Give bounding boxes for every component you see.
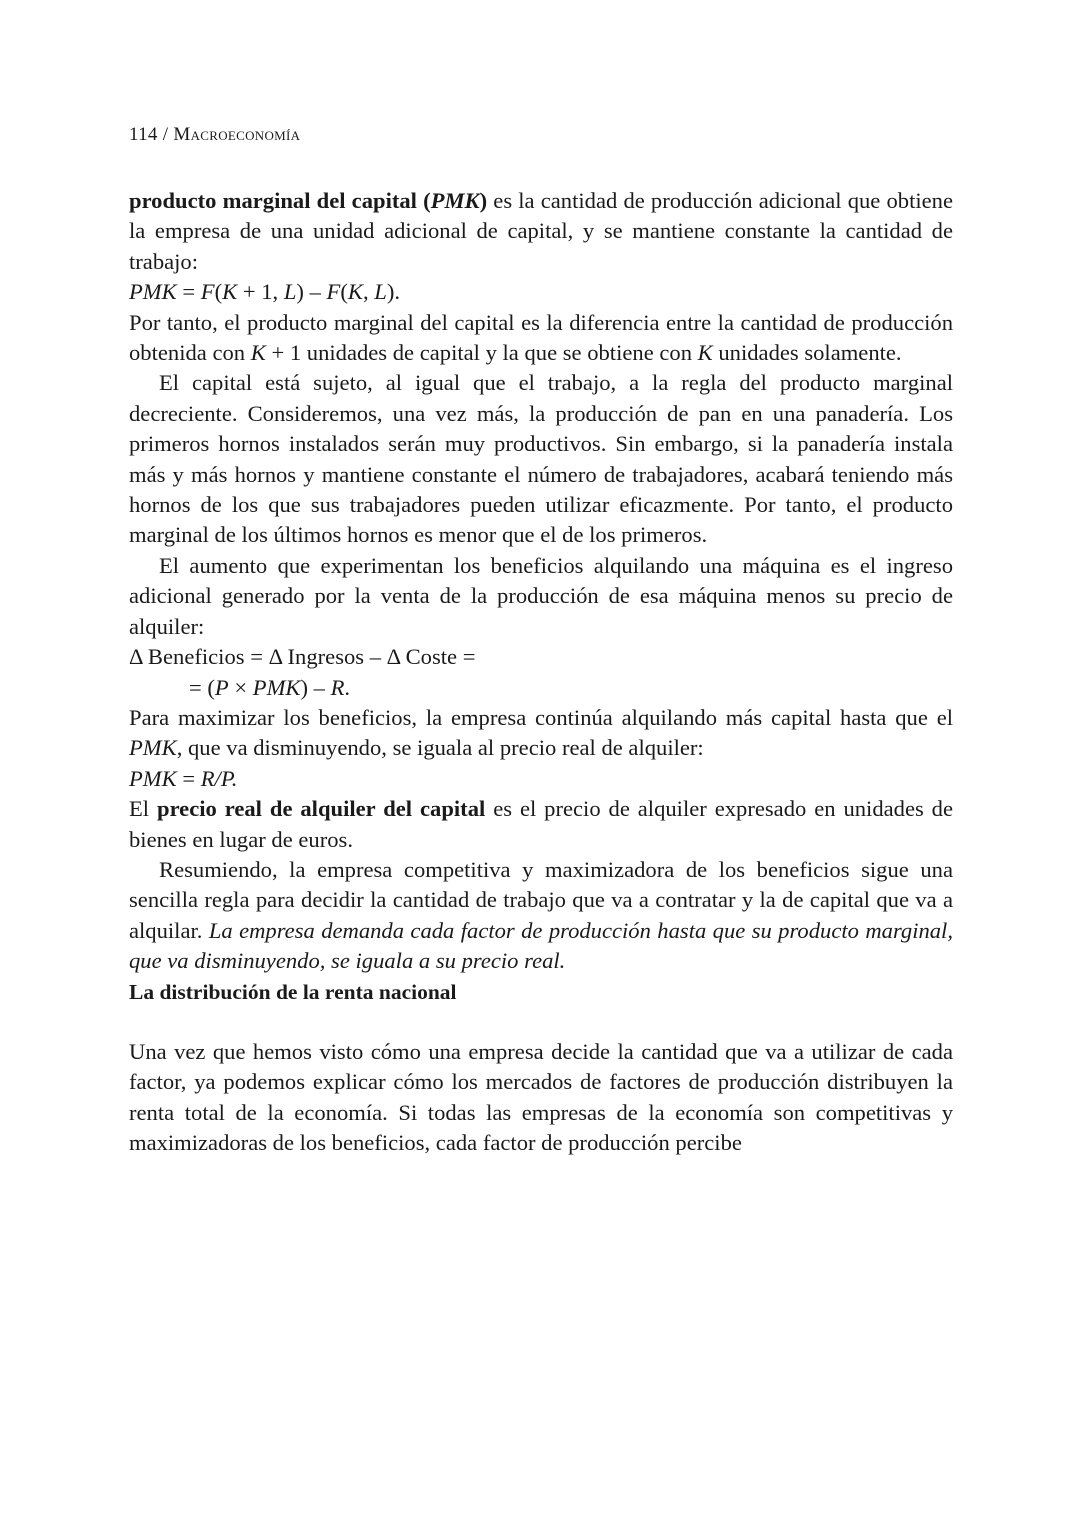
paragraph-pmk-difference: Por tanto, el producto marginal del capital es la diferencia entre la cantidad de producción obtenida con K + 1 unidades de capital y la que se obtiene con K unidades solamente. (129, 309, 953, 366)
page-number: 114 (129, 124, 158, 145)
paragraph-income-distribution: Una vez que hemos visto cómo una empresa decide la cantidad que va a utilizar de cada factor, ya podemos explicar cómo los mercados de factores de producción distribuyen la renta total de la economía. Si todas las empresas de la economía son competitivas y maximizadoras de los beneficios, cada factor de producción percibe (129, 1038, 953, 1156)
equation-pmk-rp: PMK = R/P. (129, 765, 238, 791)
paragraph-profit-increase: El aumento que experimentan los beneficios alquilando una máquina es el ingreso adicional generado por la venta de la producción de esa máquina menos su precio de alquiler: (129, 552, 953, 639)
book-title: Macroeconomía (173, 124, 301, 145)
abbr-pmk: PMK (430, 188, 480, 213)
equation-pmk: PMK = F(K + 1, L) – F(K, L). (129, 279, 400, 305)
running-header (129, 124, 300, 146)
term-real-rental-price: precio real de alquiler del capital (157, 796, 486, 822)
paragraph-maximize-profit: Para maximizar los beneficios, la empresa continúa alquilando más capital hasta que el PMK, que va disminuyendo, se iguala al precio real de alquiler: (129, 704, 953, 761)
paragraph-diminishing-returns: El capital está sujeto, al igual que el trabajo, a la regla del producto marginal decreciente. Consideremos, una vez más, la producción de pan en una panadería. Los primeros hornos instalados serán muy productivos. Sin embargo, si la panadería instala más y más hornos y mantiene constante el número de trabajadores, acabará teniendo más hornos de los que sus trabajadores pueden utilizar eficazmente. Por tanto, el producto marginal de los últimos hornos es menor que el de los primeros. (129, 370, 953, 548)
equation-profit-line2: = (P × PMK) – R. (189, 674, 351, 700)
paragraph-summary: Resumiendo, la empresa competitiva y maximizadora de los beneficios sigue una sencilla regla para decidir la cantidad de trabajo que va a contratar y la de capital que va a alquilar. La empresa demanda cada factor de producción hasta que su producto marginal, que va disminuyendo, se iguala a su precio real. (129, 856, 953, 974)
page-body (129, 186, 953, 1159)
section-heading: La distribución de la renta nacional (129, 979, 457, 1004)
equation-profit-line1: Δ Beneficios = Δ Ingresos – Δ Coste = (129, 644, 476, 670)
paragraph-real-rental-price: El precio real de alquiler del capital es el precio de alquiler expresado en unidades de bienes en lugar de euros. (129, 796, 954, 852)
paragraph-pmk-definition: producto marginal del capital (PMK) es la cantidad de producción adicional que obtiene la empresa de una unidad adicional de capital, y se mantiene constante la cantidad de trabajo: (129, 188, 953, 274)
header-separator: / (157, 124, 174, 145)
summary-italic-rule: La empresa demanda cada factor de producción hasta que su producto marginal, que va disminuyendo, se iguala a su precio real. (129, 917, 953, 974)
term-pmk: producto marginal del capital (129, 188, 417, 213)
